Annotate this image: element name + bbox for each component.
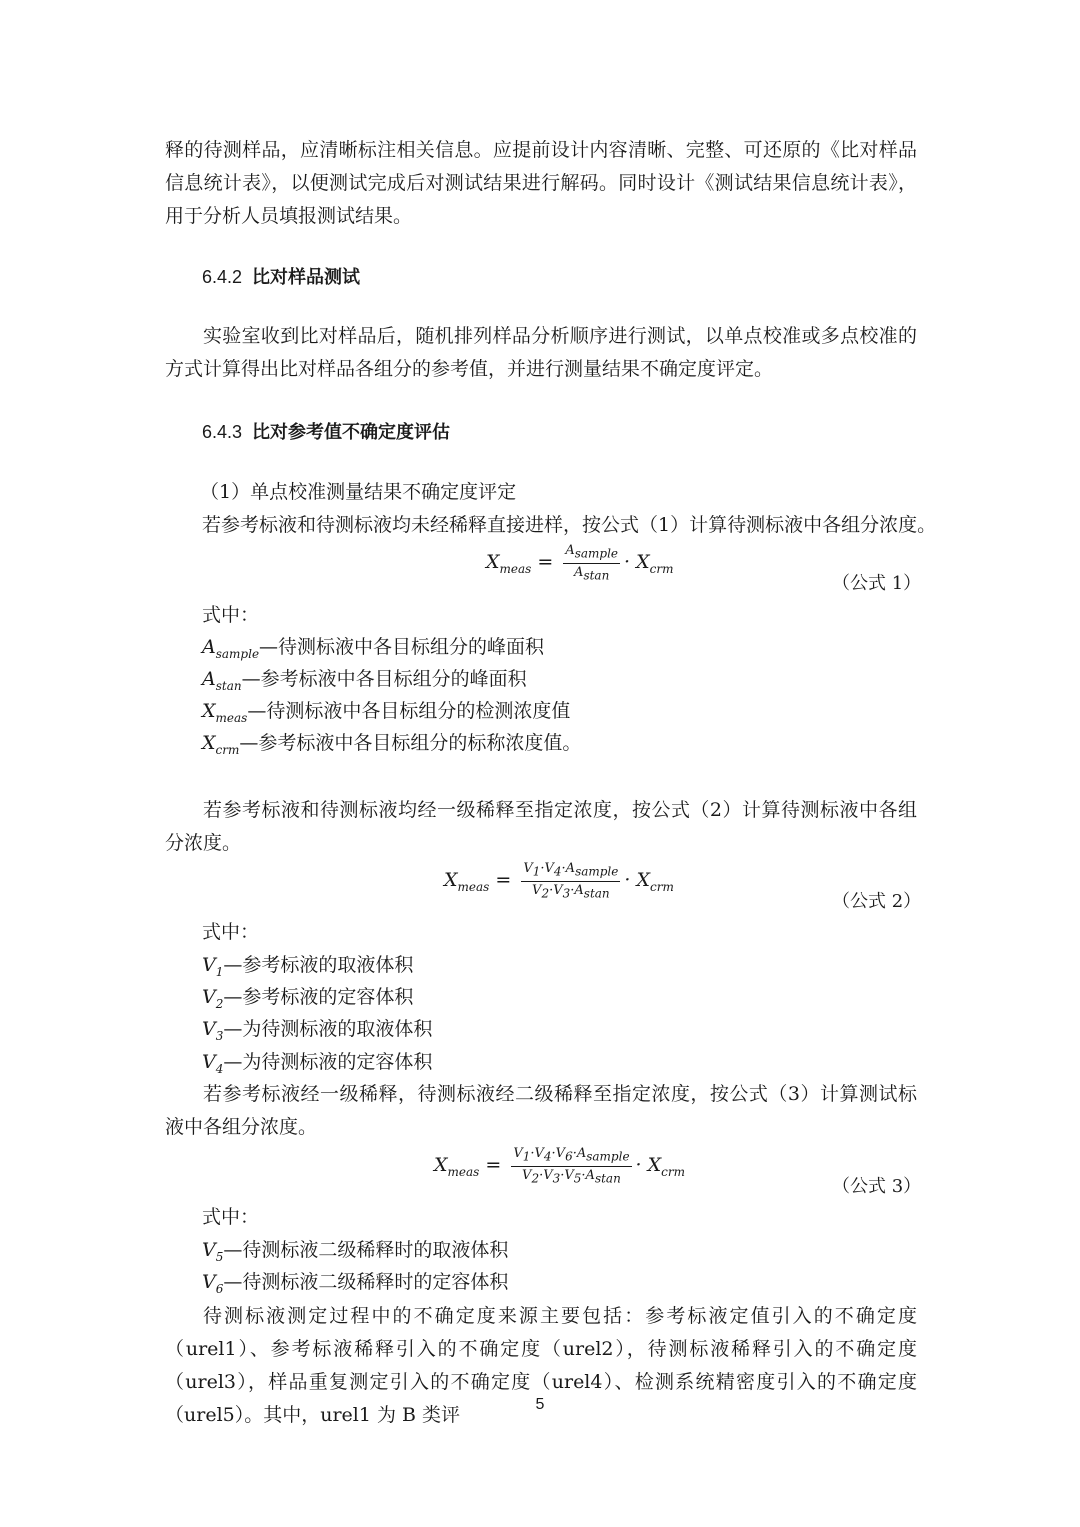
section-title: 比对样品测试 <box>252 267 361 288</box>
definition-v2: $V_2—$参考标液的定容体积 <box>202 986 414 1011</box>
definition-v3: $V_3—$为待测标液的取液体积 <box>202 1018 433 1043</box>
section-title: 比对参考值不确定度评估 <box>252 422 451 443</box>
where-label: 式中： <box>202 921 260 943</box>
definition-x-meas: $X_{meas}—$待测标液中各目标组分的检测浓度值 <box>202 700 571 725</box>
paragraph-sample-test: 实验室收到比对样品后，随机排列样品分析顺序进行测试，以单点校准或多点校准的方式计算得出比对样品各组分的参考值，并进行测量结果不确定度评定。 <box>165 325 917 380</box>
section-heading-6-4-3 <box>202 418 450 447</box>
section-number: 6.4.2 <box>202 267 243 287</box>
definition-v1: $V_1—$参考标液的取液体积 <box>202 954 414 979</box>
subsection-title: （1）单点校准测量结果不确定度评定 <box>200 481 517 503</box>
definition-a-sample: $A_{sample}—$待测标液中各目标组分的峰面积 <box>202 636 545 661</box>
definition-a-stan: $A_{stan}—$参考标液中各目标组分的峰面积 <box>202 668 527 693</box>
intro-paragraph: 释的待测样品，应清晰标注相关信息。应提前设计内容清晰、完整、可还原的《比对样品信息统计表》，以便测试完成后对测试结果进行解码。同时设计《测试结果信息统计表》，用于分析人员填报测试结果。 <box>165 139 917 227</box>
section-heading-6-4-2 <box>202 263 360 292</box>
formula-1-label: （公式 1） <box>832 573 922 594</box>
formula-3-label: （公式 3） <box>832 1176 922 1197</box>
formula-2: $X_{meas}$ = $\frac{V_1\cdot V_4\cdot A_{sample}}{V_2\cdot V_3\cdot A_{stan}}$ · $X_{crm}$ <box>444 861 674 901</box>
page-number: 5 <box>535 1396 545 1413</box>
formula-1: $X_{meas}$ = $\frac{A_{sample}}{A_{stan}}$ · $X_{crm}$ <box>486 543 674 583</box>
definition-v6: $V_6—$待测标液二级稀释时的定容体积 <box>202 1271 509 1296</box>
paragraph-case-3: 若参考标液经一级稀释，待测标液经二级稀释至指定浓度，按公式（3）计算测试标液中各组分浓度。 <box>165 1083 917 1138</box>
definition-v4: $V_4—$为待测标液的定容体积 <box>202 1051 433 1076</box>
section-number: 6.4.3 <box>202 422 243 442</box>
paragraph-case-1: 若参考标液和待测标液均未经稀释直接进样，按公式（1）计算待测标液中各组分浓度。 <box>202 514 937 536</box>
where-label: 式中： <box>202 1206 260 1228</box>
definition-v5: $V_5—$待测标液二级稀释时的取液体积 <box>202 1239 509 1264</box>
formula-3: $X_{meas}$ = $\frac{V_1\cdot V_4\cdot V_6\cdot A_{sample}}{V_2\cdot V_3\cdot V_5\cdot A_{stan}}$ · $X_{crm}$ <box>434 1146 685 1186</box>
paragraph-uncertainty-sources: 待测标液测定过程中的不确定度来源主要包括：参考标液定值引入的不确定度（urel1）、参考标液稀释引入的不确定度（urel2），待测标液稀释引入的不确定度（urel3），样品重复测定引入的不确定度（urel4）、检测系统精密度引入的不确定度（urel5）。其中，urel1 为 B 类评 <box>165 1305 917 1426</box>
where-label: 式中： <box>202 604 260 626</box>
paragraph-case-2: 若参考标液和待测标液均经一级稀释至指定浓度，按公式（2）计算待测标液中各组分浓度。 <box>165 799 917 854</box>
formula-2-label: （公式 2） <box>832 891 922 912</box>
definition-x-crm: $X_{crm}—$参考标液中各目标组分的标称浓度值。 <box>202 732 582 757</box>
